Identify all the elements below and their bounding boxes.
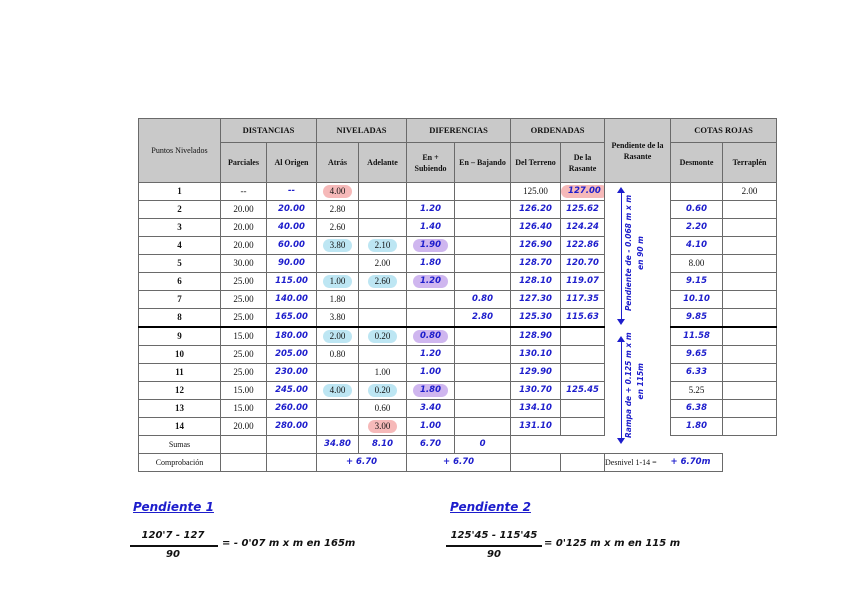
table-row [139,219,777,237]
cell-pendiente [605,183,671,201]
cell-sub [407,273,455,291]
cell-par: 20.00 [221,219,267,237]
cell-par: 20.00 [221,201,267,219]
cell-atr: 2.60 [317,219,359,237]
cell-ori: 20.00 [267,201,317,219]
lower-arrowhead-bottom [617,438,625,444]
cell-des: 6.33 [671,364,723,382]
cell-pendiente [605,346,671,364]
cell-baj: 0.80 [455,291,511,309]
header-terreno: Del Terreno [511,143,561,183]
cell-baj: 2.80 [455,309,511,328]
cell-par: 25.00 [221,364,267,382]
cell-ter: 126.40 [511,219,561,237]
cell-p: 2 [139,201,221,219]
highlight-ade: 3.00 [368,420,398,433]
table-row [139,255,777,273]
sumas-bajando: 0 [455,436,511,454]
cell-tpl [723,400,777,418]
cell-atr [317,255,359,273]
cell-ori: 60.00 [267,237,317,255]
cell-baj [455,346,511,364]
cell-baj [455,219,511,237]
cell-par: 20.00 [221,237,267,255]
lower-slope-length: en 115m [636,363,645,400]
lower-slope-note: Rampa de + 0.125 m x m [624,332,633,438]
cell-atr: 2.80 [317,201,359,219]
cell-baj [455,201,511,219]
cell-baj [455,183,511,201]
cell-baj [455,418,511,436]
cell-pendiente [605,309,671,328]
highlight-atr: 1.00 [323,275,353,288]
cell-p: 4 [139,237,221,255]
cell-des: 6.38 [671,400,723,418]
cell-p: 5 [139,255,221,273]
header-bajando: En – Bajando [455,143,511,183]
header-parciales: Parciales [221,143,267,183]
sumas-atras: 34.80 [317,436,359,454]
table-row [139,364,777,382]
highlight-atr: 4.00 [323,384,353,397]
cell-atr [317,364,359,382]
cell-ras: 122.86 [561,237,605,255]
cell-ras: 125.62 [561,201,605,219]
upper-slope-length: en 90 m [636,236,645,270]
cell-ori: -- [267,183,317,201]
cell-ras: 124.24 [561,219,605,237]
cell-atr: 0.80 [317,346,359,364]
cell-des: 11.58 [671,327,723,346]
cell-ras: 125.45 [561,382,605,400]
cell-tpl [723,201,777,219]
cell-pendiente [605,273,671,291]
cell-ter: 125.00 [511,183,561,201]
cell-sub [407,291,455,309]
cell-ras [561,327,605,346]
cell-baj [455,273,511,291]
highlight-ade: 2.60 [368,275,398,288]
cell-ori: 260.00 [267,400,317,418]
cell-ter: 127.30 [511,291,561,309]
cell-ter: 130.10 [511,346,561,364]
cell-atr: 3.80 [317,309,359,328]
cell-baj [455,382,511,400]
cell-atr [317,382,359,400]
cell-tpl [723,418,777,436]
pendiente-1-numerator: 120'7 - 127 [141,530,205,541]
cell-des [671,183,723,201]
highlight-ade: 0.20 [368,384,398,397]
cell-ade [359,327,407,346]
cell-pendiente [605,400,671,418]
leveling-table [138,118,777,472]
table-row [139,237,777,255]
cell-ori: 230.00 [267,364,317,382]
header-diferencias: DIFERENCIAS [407,119,511,143]
header-cotas: COTAS ROJAS [671,119,777,143]
cell-ras: 120.70 [561,255,605,273]
cell-sub: 1.80 [407,255,455,273]
cell-atr [317,273,359,291]
cell-p: 3 [139,219,221,237]
cell-ras: 119.07 [561,273,605,291]
highlight-ras: 127.00 [561,185,605,198]
header-niveladas: NIVELADAS [317,119,407,143]
cell-baj [455,255,511,273]
header-distancias: DISTANCIAS [221,119,317,143]
cell-ter: 128.90 [511,327,561,346]
cell-p: 8 [139,309,221,328]
header-pendiente: Pendiente de la Rasante [605,119,671,183]
cell-ade [359,291,407,309]
cell-ade [359,183,407,201]
cell-atr: 1.80 [317,291,359,309]
pendiente-1-result: = - 0'07 m x m en 165m [222,538,356,549]
cell-pendiente [605,327,671,346]
cell-ade [359,309,407,328]
header-subiendo: En + Subiendo [407,143,455,183]
cell-atr [317,183,359,201]
cell-ori: 165.00 [267,309,317,328]
desnivel-label: Desnivel 1-14 = [605,454,671,472]
cell-sub [407,183,455,201]
header-desmonte: Desmonte [671,143,723,183]
cell-par: 30.00 [221,255,267,273]
cell-sub [407,382,455,400]
cell-ade: 2.00 [359,255,407,273]
cell-p: 14 [139,418,221,436]
cell-des: 10.10 [671,291,723,309]
cell-tpl [723,291,777,309]
header-origen: Al Origen [267,143,317,183]
cell-atr [317,327,359,346]
cell-pendiente [605,219,671,237]
cell-par: 25.00 [221,273,267,291]
cell-baj [455,237,511,255]
cell-sub [407,327,455,346]
cell-p: 6 [139,273,221,291]
sumas-label: Sumas [139,436,221,454]
cell-des: 4.10 [671,237,723,255]
pendiente-1-denominator: 90 [166,549,180,560]
highlight-atr: 4.00 [323,185,353,198]
table-row [139,400,777,418]
cell-tpl [723,346,777,364]
cell-par: 25.00 [221,291,267,309]
cell-tpl: 2.00 [723,183,777,201]
cell-ori: 90.00 [267,255,317,273]
cell-sub: 1.00 [407,364,455,382]
cell-ter: 128.10 [511,273,561,291]
header-atras: Atrás [317,143,359,183]
cell-tpl [723,273,777,291]
cell-tpl [723,364,777,382]
cell-baj [455,327,511,346]
pendiente-2-result: = 0'125 m x m en 115 m [544,538,681,549]
highlight-sub: 0.80 [413,330,448,343]
cell-tpl [723,309,777,328]
table-row [139,183,777,201]
cell-p: 1 [139,183,221,201]
pendiente-2-numerator: 125'45 - 115'45 [450,530,538,541]
pendiente-2-fraction-bar [446,545,542,547]
cell-ori: 115.00 [267,273,317,291]
cell-des: 2.20 [671,219,723,237]
header-ordenadas: ORDENADAS [511,119,605,143]
cell-ori: 245.00 [267,382,317,400]
cell-sub: 1.40 [407,219,455,237]
sumas-adelante: 8.10 [359,436,407,454]
highlight-sub: 1.20 [413,275,448,288]
cell-pendiente [605,201,671,219]
cell-ter: 129.90 [511,364,561,382]
cell-ori: 40.00 [267,219,317,237]
table-row [139,346,777,364]
table-row [139,309,777,328]
cell-ter: 128.70 [511,255,561,273]
table-row [139,418,777,436]
cell-p: 9 [139,327,221,346]
pendiente-1-title: Pendiente 1 [133,500,214,514]
cell-tpl [723,327,777,346]
table-row [139,327,777,346]
cell-des: 8.00 [671,255,723,273]
cell-ori: 140.00 [267,291,317,309]
cell-baj [455,364,511,382]
cell-ade [359,237,407,255]
cell-p: 10 [139,346,221,364]
cell-pendiente [605,291,671,309]
desnivel-value: + 6.70m [671,454,723,472]
cell-ade [359,273,407,291]
cell-sub: 1.00 [407,418,455,436]
upper-slope-note: Pendiente de - 0.068 m x m [624,194,633,312]
cell-atr [317,237,359,255]
table-body [139,183,777,436]
cell-ras [561,400,605,418]
cell-p: 12 [139,382,221,400]
table-row [139,291,777,309]
highlight-sub: 1.90 [413,239,448,252]
cell-ori: 205.00 [267,346,317,364]
cell-ade [359,418,407,436]
cell-ade: 1.00 [359,364,407,382]
comprobacion-label: Comprobación [139,454,221,472]
cell-p: 11 [139,364,221,382]
cell-par: 15.00 [221,327,267,346]
cell-ter: 125.30 [511,309,561,328]
cell-ras [561,183,605,201]
cell-p: 7 [139,291,221,309]
highlight-ade: 0.20 [368,330,398,343]
cell-par: 25.00 [221,346,267,364]
cell-par: 15.00 [221,382,267,400]
leveling-table-sheet [138,118,776,476]
cell-ras [561,346,605,364]
cell-des: 9.65 [671,346,723,364]
cell-ade: 0.60 [359,400,407,418]
pendiente-2-title: Pendiente 2 [450,500,531,514]
cell-par: 25.00 [221,309,267,328]
cell-tpl [723,219,777,237]
cell-ade [359,382,407,400]
cell-des: 1.80 [671,418,723,436]
header-adelante: Adelante [359,143,407,183]
cell-ras: 117.35 [561,291,605,309]
cell-ter: 126.20 [511,201,561,219]
highlight-ade: 2.10 [368,239,398,252]
cell-pendiente [605,418,671,436]
cell-ter: 126.90 [511,237,561,255]
cell-ade [359,346,407,364]
cell-ade [359,201,407,219]
cell-sub: 1.20 [407,201,455,219]
highlight-atr: 3.80 [323,239,353,252]
upper-arrowhead-bottom [617,319,625,325]
comprobacion-diferencias: + 6.70 [407,454,511,472]
cell-ade [359,219,407,237]
cell-p: 13 [139,400,221,418]
cell-sub: 1.20 [407,346,455,364]
cell-sub [407,237,455,255]
cell-par: 20.00 [221,418,267,436]
cell-ter: 130.70 [511,382,561,400]
cell-ras [561,418,605,436]
cell-atr [317,400,359,418]
cell-des: 9.85 [671,309,723,328]
cell-ori: 180.00 [267,327,317,346]
header-puntos: Puntos Nivelados [139,119,221,183]
lower-slope-arrow [621,340,622,440]
cell-sub [407,309,455,328]
cell-des: 5.25 [671,382,723,400]
cell-baj [455,400,511,418]
pendiente-2-denominator: 90 [487,549,501,560]
cell-atr [317,418,359,436]
cell-ras [561,364,605,382]
cell-tpl [723,382,777,400]
table-row [139,382,777,400]
cell-par: -- [221,183,267,201]
cell-tpl [723,255,777,273]
cell-par: 15.00 [221,400,267,418]
cell-des: 9.15 [671,273,723,291]
highlight-atr: 2.00 [323,330,353,343]
cell-ter: 131.10 [511,418,561,436]
table-row [139,201,777,219]
upper-slope-arrow [621,191,622,321]
pendiente-1-fraction-bar [130,545,218,547]
table-row [139,273,777,291]
cell-sub: 3.40 [407,400,455,418]
header-terraplen: Terraplén [723,143,777,183]
highlight-sub: 1.80 [413,384,448,397]
cell-ori: 280.00 [267,418,317,436]
cell-ras: 115.63 [561,309,605,328]
cell-des: 0.60 [671,201,723,219]
header-rasante: De la Rasante [561,143,605,183]
comprobacion-niveladas: + 6.70 [317,454,407,472]
cell-ter: 134.10 [511,400,561,418]
sumas-subiendo: 6.70 [407,436,455,454]
cell-tpl [723,237,777,255]
